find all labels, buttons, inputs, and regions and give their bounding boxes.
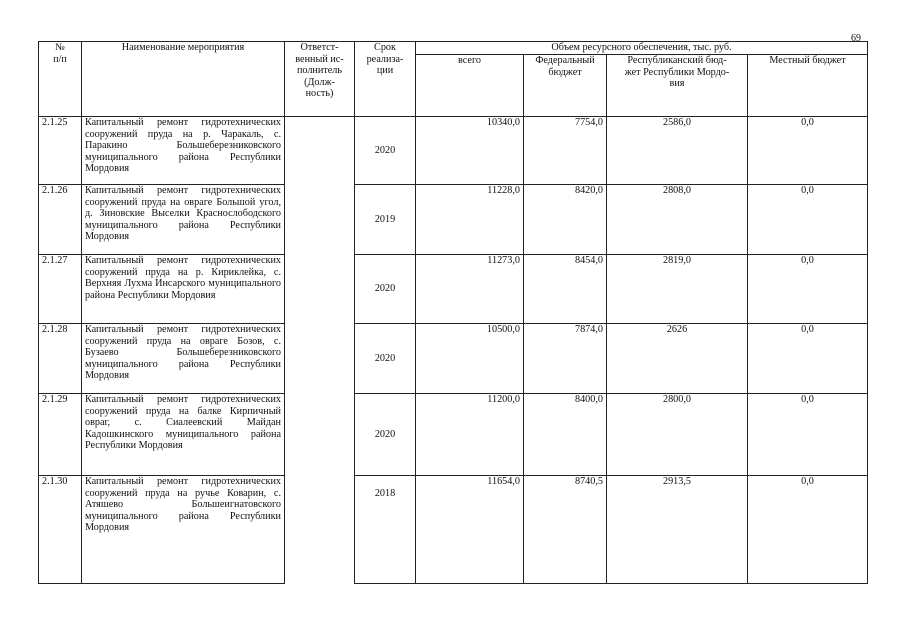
row-year: 2020 [355, 324, 416, 394]
row-local: 0,0 [748, 117, 868, 185]
row-name: Капитальный ремонт гидротехнических сооружений пруда на р. Кириклейка, с. Верхняя Лухма Инсарского муниципального района Республики Мордовия [82, 255, 285, 324]
row-federal: 8420,0 [524, 185, 607, 255]
page-number: 69 [851, 33, 861, 44]
row-name: Капитальный ремонт гидротехнических сооружений пруда на р. Чаракаль, с. Паракино Большеберезниковского муниципального района Республики Мордовия [82, 117, 285, 185]
row-local: 0,0 [748, 324, 868, 394]
row-name: Капитальный ремонт гидротехнических сооружений пруда на балке Кирпичный овраг, с. Сиалеевский Майдан Кадошкинского муниципального района Республики Мордовия [82, 394, 285, 476]
header-federal: Федеральный бюджет [524, 55, 607, 117]
row-republic: 2626 [607, 324, 748, 394]
header-name: Наименование мероприятия [82, 42, 285, 117]
row-year: 2020 [355, 255, 416, 324]
row-local: 0,0 [748, 185, 868, 255]
header-total: всего [416, 55, 524, 117]
row-republic: 2800,0 [607, 394, 748, 476]
row-local: 0,0 [748, 394, 868, 476]
row-total: 10500,0 [416, 324, 524, 394]
row-republic: 2819,0 [607, 255, 748, 324]
table-row [39, 255, 868, 324]
row-year: 2019 [355, 185, 416, 255]
header-local: Местный бюджет [748, 55, 868, 117]
table-row [39, 394, 868, 476]
row-federal: 8740,5 [524, 476, 607, 584]
row-republic: 2913,5 [607, 476, 748, 584]
row-year: 2018 [355, 476, 416, 584]
row-total: 10340,0 [416, 117, 524, 185]
header-term: Срок реализа- ции [355, 42, 416, 117]
row-local: 0,0 [748, 476, 868, 584]
row-total: 11654,0 [416, 476, 524, 584]
row-name: Капитальный ремонт гидротехнических сооружений пруда на ручье Коварин, с. Атяшево Большеигнатовского муниципального района Республики Мордовия [82, 476, 285, 584]
row-name: Капитальный ремонт гидротехнических сооружений пруда на овраге Большой угол, д. Зиновские Выселки Краснослободского муниципального района Республики Мордовия [82, 185, 285, 255]
row-num: 2.1.26 [39, 185, 82, 255]
table-row [39, 476, 868, 584]
row-republic: 2586,0 [607, 117, 748, 185]
row-federal: 8454,0 [524, 255, 607, 324]
row-local: 0,0 [748, 255, 868, 324]
row-num: 2.1.30 [39, 476, 82, 584]
row-num: 2.1.28 [39, 324, 82, 394]
row-name: Капитальный ремонт гидротехнических сооружений пруда на овраге Бозов, с. Бузаево Большеберезниковского муниципального района Республики Мордовия [82, 324, 285, 394]
table-row [39, 324, 868, 394]
row-num: 2.1.27 [39, 255, 82, 324]
resource-table [38, 41, 868, 584]
row-total: 11200,0 [416, 394, 524, 476]
table-row [39, 117, 868, 185]
row-year: 2020 [355, 117, 416, 185]
row-num: 2.1.25 [39, 117, 82, 185]
row-federal: 7754,0 [524, 117, 607, 185]
row-total: 11273,0 [416, 255, 524, 324]
responsible-cell [285, 117, 355, 584]
table-row [39, 185, 868, 255]
row-federal: 7874,0 [524, 324, 607, 394]
row-year: 2020 [355, 394, 416, 476]
row-federal: 8400,0 [524, 394, 607, 476]
header-republic: Республиканский бюд- жет Республики Мордо- вия [607, 55, 748, 117]
row-num: 2.1.29 [39, 394, 82, 476]
header-responsible: Ответст- венный ис- полнитель (Долж- ность) [285, 42, 355, 117]
header-volume-group: Объем ресурсного обеспечения, тыс. руб. [416, 42, 868, 55]
header-num: № п/п [39, 42, 82, 117]
row-republic: 2808,0 [607, 185, 748, 255]
row-total: 11228,0 [416, 185, 524, 255]
